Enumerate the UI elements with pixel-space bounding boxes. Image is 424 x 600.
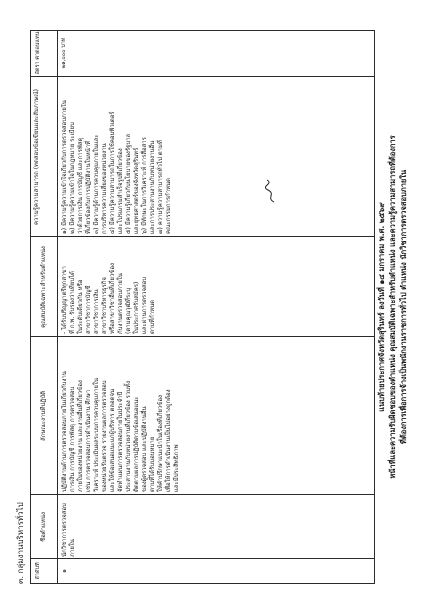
duty-line: ปฏิบัติงานด้านการตรวจสอบภายในเกี่ยวกับงาน [61,371,68,492]
qualification-line: ตามที่กำหนด [149,299,156,334]
signature-mark [264,178,278,204]
knowledge-line: ๖) มีทักษะในการวิเคราะห์ การสื่อสาร [141,137,148,234]
duty-line: เช่น การตรวจสอบการดำเนินงาน ศึกษา [85,389,92,492]
qualification-line: สาขาวิชาการบัญชี [85,285,92,334]
knowledge-line: ที่เกี่ยวข้องกับการปฏิบัติงานในหน้าที่ [85,140,92,234]
qualification-text [61,238,371,334]
qualification-line: หรือสาขาวิชาอื่นที่เกี่ยวข้อง [109,263,116,334]
header-line-3: ที่ต้องการเพื่อการจ้างเป็นพนักงานราชการทั่วไป ตำแหน่ง นักวิชาการตรวจสอบภายใน [399,169,408,445]
knowledge-line: ๒) มีความรู้ความเข้าใจในกฎหมาย ระเบียบ [69,122,76,234]
knowledge-text [61,78,371,234]
qualification-line: กับงานตรวจสอบภายใน [117,273,124,334]
qualification-line: และผ่านการตรวจสอบ [141,276,148,334]
qualification-line: สาขาวิชาการเงิน [93,289,100,334]
qualification-line: ในประกาศรับสมัคร) [133,281,140,334]
header-line-2: หน้าที่และความรับผิดชอบของตำแหน่ง คุณสมบัติเฉพาะสำหรับตำแหน่ง และความรู้ความสามารถที่ต้องการ [388,135,397,479]
section-title: ๓. กลุ่มงานบริหารทั่วไป [16,502,25,584]
knowledge-line: ๑) มีความรู้ความเข้าใจเกี่ยวกับการตรวจสอบภายใน [61,100,68,234]
duty-line: วิเคราะห์ ประเมินผลระบบการควบคุมภายใน [93,378,100,492]
duty-line: ภายในของหน่วยงาน และงานอื่นที่เกี่ยวข้อง [77,380,84,492]
duty-line: การเงิน การบัญชี การพัสดุ การตรวจสอบ [69,386,76,492]
duty-line: ประสานงานกับหน่วยงานที่เกี่ยวข้อง รวมทั้ง [125,380,132,492]
duties-text [61,339,371,492]
column-divider [31,236,374,237]
qualification-table [30,30,375,584]
header-position: ชื่อตำแหน่ง [40,512,47,542]
knowledge-line: ๕) มีความรู้เกี่ยวกับนโยบายของรัฐบาล [125,133,132,234]
duty-line: ของหน่วยรับตรวจ รายงานผลการตรวจสอบ [101,380,108,492]
header-divider [57,31,58,583]
qualification-line: ที่ ก.พ. รับรองว่าเทียบได้ [69,271,76,334]
knowledge-line: การบริหารความเสี่ยงของหน่วยงาน [101,143,108,234]
duty-line: ของผู้ตรวจสอบ และปฏิบัติงานอื่น [141,406,148,492]
duty-line: และมีประสิทธิภาพ [173,444,180,492]
duty-line: เพื่อให้การดำเนินงานเป็นไปอย่างถูกต้อง [165,389,172,492]
column-divider [31,336,374,337]
knowledge-line: และการประสานงานกับหน่วยงานอื่น [149,140,156,234]
row-number: ๑ [61,569,68,573]
duty-line: และให้ข้อเสนอแนะแก่ผู้บริหาร ตลอดจน [109,388,116,492]
knowledge-line: และโปรแกรมสำเร็จรูปที่เกี่ยวข้อง [117,148,124,234]
column-divider [31,76,374,77]
header-qualification: คุณสมบัติเฉพาะสำหรับตำแหน่ง [40,246,47,328]
header-remark: อัตรา ค่าตอบแทน [35,31,41,75]
header-knowledge: ความรู้ความสามารถ (ทดสอบข้อเขียนและสัมภาษณ์) [33,88,40,226]
rotated-document [14,30,412,584]
knowledge-line: ว่าด้วยการเงิน การบัญชี และการพัสดุ [77,137,84,234]
position-name: นักวิชาการตรวจสอบภายใน [61,503,76,557]
column-divider [31,558,374,559]
knowledge-line: ๔) มีความรู้ความสามารถในการใช้คอมพิวเตอร์ [109,111,116,234]
knowledge-line: ๓) มีความรู้ด้านการควบคุมภายในและ [93,134,100,234]
qualification-line: (ตามคุณวุฒิที่ระบุ [125,287,132,334]
knowledge-line: และยุทธศาสตร์ของจังหวัดสุรินทร์ [133,147,140,234]
qualification-line: ในระดับเดียวกัน หรือ [77,279,84,334]
duty-line: ตามที่ได้รับมอบหมาย [149,436,156,492]
qualification-line: - ได้รับปริญญาตรีทุกสาขา [61,266,68,334]
header-no: ลำดับที่ [35,562,41,580]
qualification-line: สาขาวิชาบริหารธุรกิจ [101,277,108,334]
header-line-1: แนบท้ายประกาศจังหวัดสุรินทร์ ลงวันที่ ๑๔ มกราคม พ.ศ. ๒๕๖๙ [377,202,386,412]
column-divider [31,494,374,495]
duty-line: ให้คำปรึกษาแนะนำในเรื่องที่เกี่ยวข้อง [157,395,164,492]
knowledge-line: คณะกรรมการกำหนด [165,177,172,234]
compensation-rate: ๒๑,๐๐๐ บาท [61,37,67,69]
duty-line: จัดทำแผนการตรวจสอบภายในประจำปี [117,391,124,492]
header-duties: ลักษณะงานที่ปฏิบัติ [40,391,47,441]
knowledge-line: ๗) ความรู้ความสามารถทั่วไป ตามที่ [157,140,164,234]
duty-line: ติดตามผลการปฏิบัติตามข้อเสนอแนะ [133,396,140,492]
document-header [376,30,412,584]
